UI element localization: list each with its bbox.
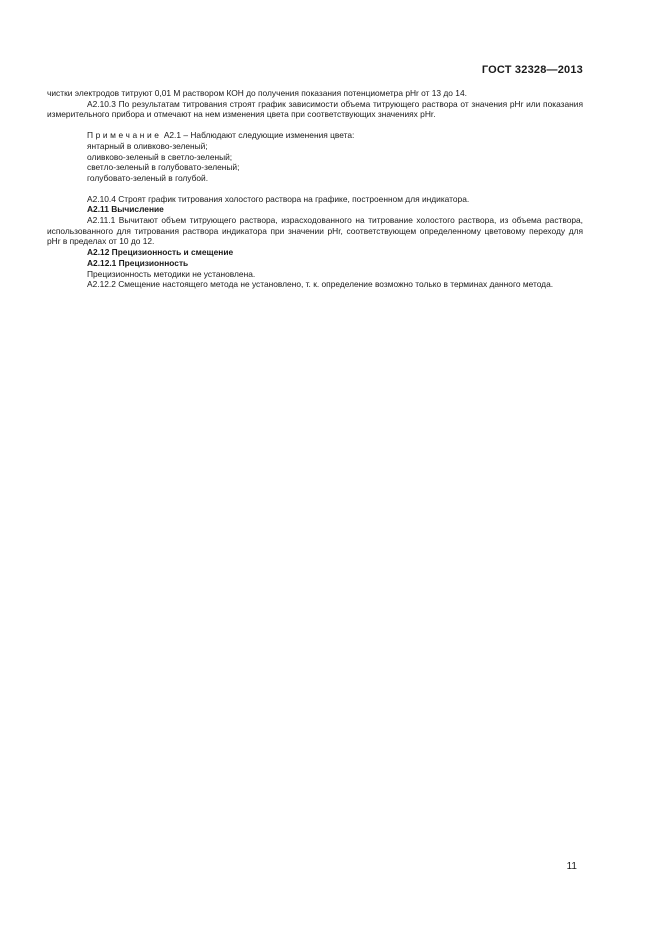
paragraph-electrode-cleaning: чистки электродов титруют 0,01 М раствором КОН до получения показания потенциометра pHr от 13 до 14. <box>47 88 467 98</box>
paragraph-a2-12-2: А2.12.2 Смещение настоящего метода не установлено, т. к. определение возможно только в терминах данного метода. <box>87 279 554 290</box>
subsection-heading-precision: А2.12.1 Прецизионность <box>87 257 189 268</box>
note-number: А2.1 <box>163 130 182 141</box>
note-item: оливково-зеленый в светло-зеленый; <box>87 151 233 162</box>
note-item: янтарный в оливково-зеленый; <box>87 140 208 151</box>
note-item: голубовато-зеленый в голубой. <box>87 172 209 183</box>
note-label: Примечание <box>87 130 162 141</box>
section-heading-precision-bias: А2.12 Прецизионность и смещение <box>87 247 234 258</box>
paragraph-a2-10-4: А2.10.4 Строят график титрования холостого раствора на графике, построенном для индикатора. <box>87 193 470 204</box>
document-standard-code: ГОСТ 32328—2013 <box>481 64 583 76</box>
note-a2-1 <box>47 130 583 184</box>
note-heading <box>47 130 583 141</box>
section-heading-calculation: А2.11 Вычисление <box>87 204 164 215</box>
note-item: светло-зеленый в голубовато-зеленый; <box>87 162 240 173</box>
page-number: 11 <box>566 861 577 872</box>
paragraph-a2-11-1: А2.11.1 Вычитают объем титрующего раствора, израсходованного на титрование холостого раствора, из объема раствора, использованного для титрования раствора индикатора при значении pHr, соответствующем определенному цветовому переходу для pHr в пределах от 10 до 12. <box>47 215 583 247</box>
paragraph-precision-not-established: Прецизионность методики не установлена. <box>87 268 256 279</box>
document-body <box>47 88 583 290</box>
note-text: – Наблюдают следующие изменения цвета: <box>183 130 355 141</box>
paragraph-a2-10-3: А2.10.3 По результатам титрования строят график зависимости объема титрующего раствора от значения pHr или показания измерительного прибора и отмечают на нем изменения цвета при соответствующих значениях pHr. <box>47 98 583 120</box>
